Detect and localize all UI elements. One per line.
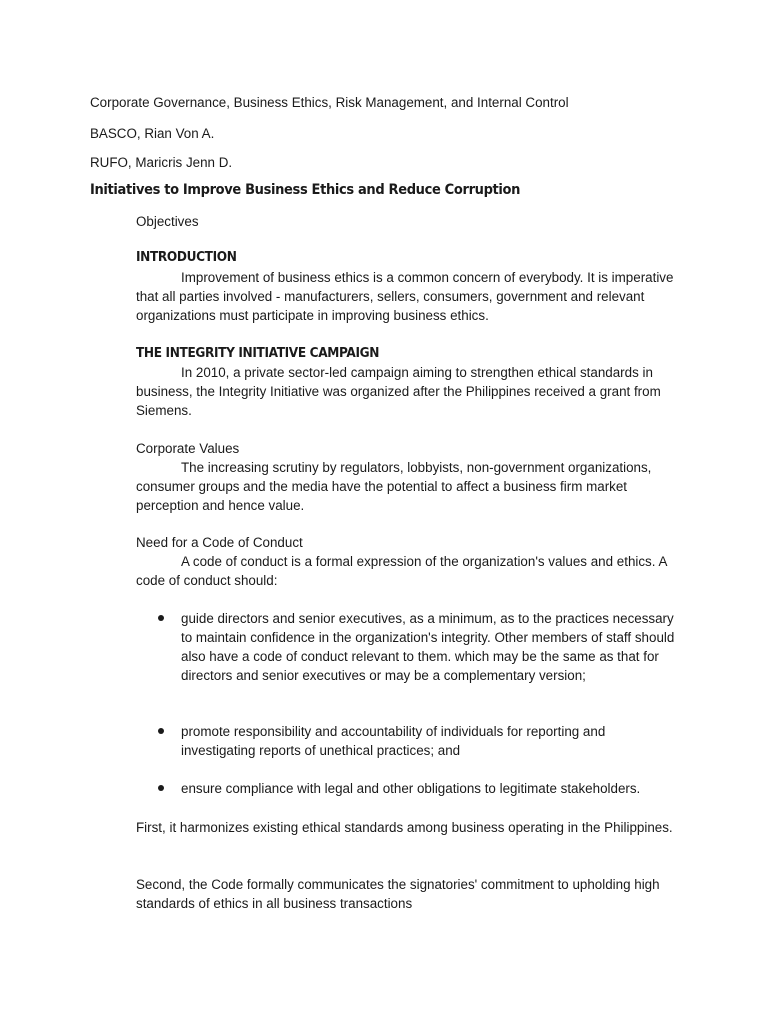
document-title: Initiatives to Improve Business Ethics and Reduce Corruption [90,182,521,198]
code-of-conduct-body: A code of conduct is a formal expression of the organization's values and ethics. A code of conduct should: [136,554,667,588]
introduction-body: Improvement of business ethics is a common concern of everybody. It is imperative that all parties involved - manufacturers, sellers, consumers, government and relevant organizations must participate in improving business ethics. [136,270,674,323]
author-basco: BASCO, Rian Von A. [90,126,215,141]
list-item: ensure compliance with legal and other obligations to legitimate stakeholders. [181,781,641,796]
introduction-heading: INTRODUCTION [136,249,237,265]
objectives-label: Objectives [136,214,199,229]
closing-second: Second, the Code formally communicates the signatories' commitment to upholding high standards of ethics in all business transactions [136,877,660,911]
code-of-conduct-heading: Need for a Code of Conduct [136,535,303,550]
integrity-body: In 2010, a private sector-led campaign aiming to strengthen ethical standards in business, the Integrity Initiative was organized after the Philippines received a grant from Siemens. [136,365,661,418]
integrity-heading: THE INTEGRITY INITIATIVE CAMPAIGN [136,345,380,361]
author-rufo: RUFO, Maricris Jenn D. [90,155,233,170]
bullet-icon [158,728,164,734]
bullet-icon [158,785,164,791]
corporate-values-heading: Corporate Values [136,441,240,456]
list-item: guide directors and senior executives, as a minimum, as to the practices necessary to maintain confidence in the organization's integrity. Other members of staff should also have a code of conduct relevant to them. which may be the same as that for directors and senior executives or may be a complementary version; [181,611,675,683]
bullet-icon [158,615,164,621]
list-item: promote responsibility and accountability of individuals for reporting and investigating reports of unethical practices; and [181,724,606,758]
corporate-values-body: The increasing scrutiny by regulators, lobbyists, non-government organizations, consumer groups and the media have the potential to affect a business firm market perception and hence value. [136,460,652,513]
closing-first: First, it harmonizes existing ethical standards among business operating in the Philippines. [136,820,673,835]
course-title: Corporate Governance, Business Ethics, Risk Management, and Internal Control [90,95,569,110]
